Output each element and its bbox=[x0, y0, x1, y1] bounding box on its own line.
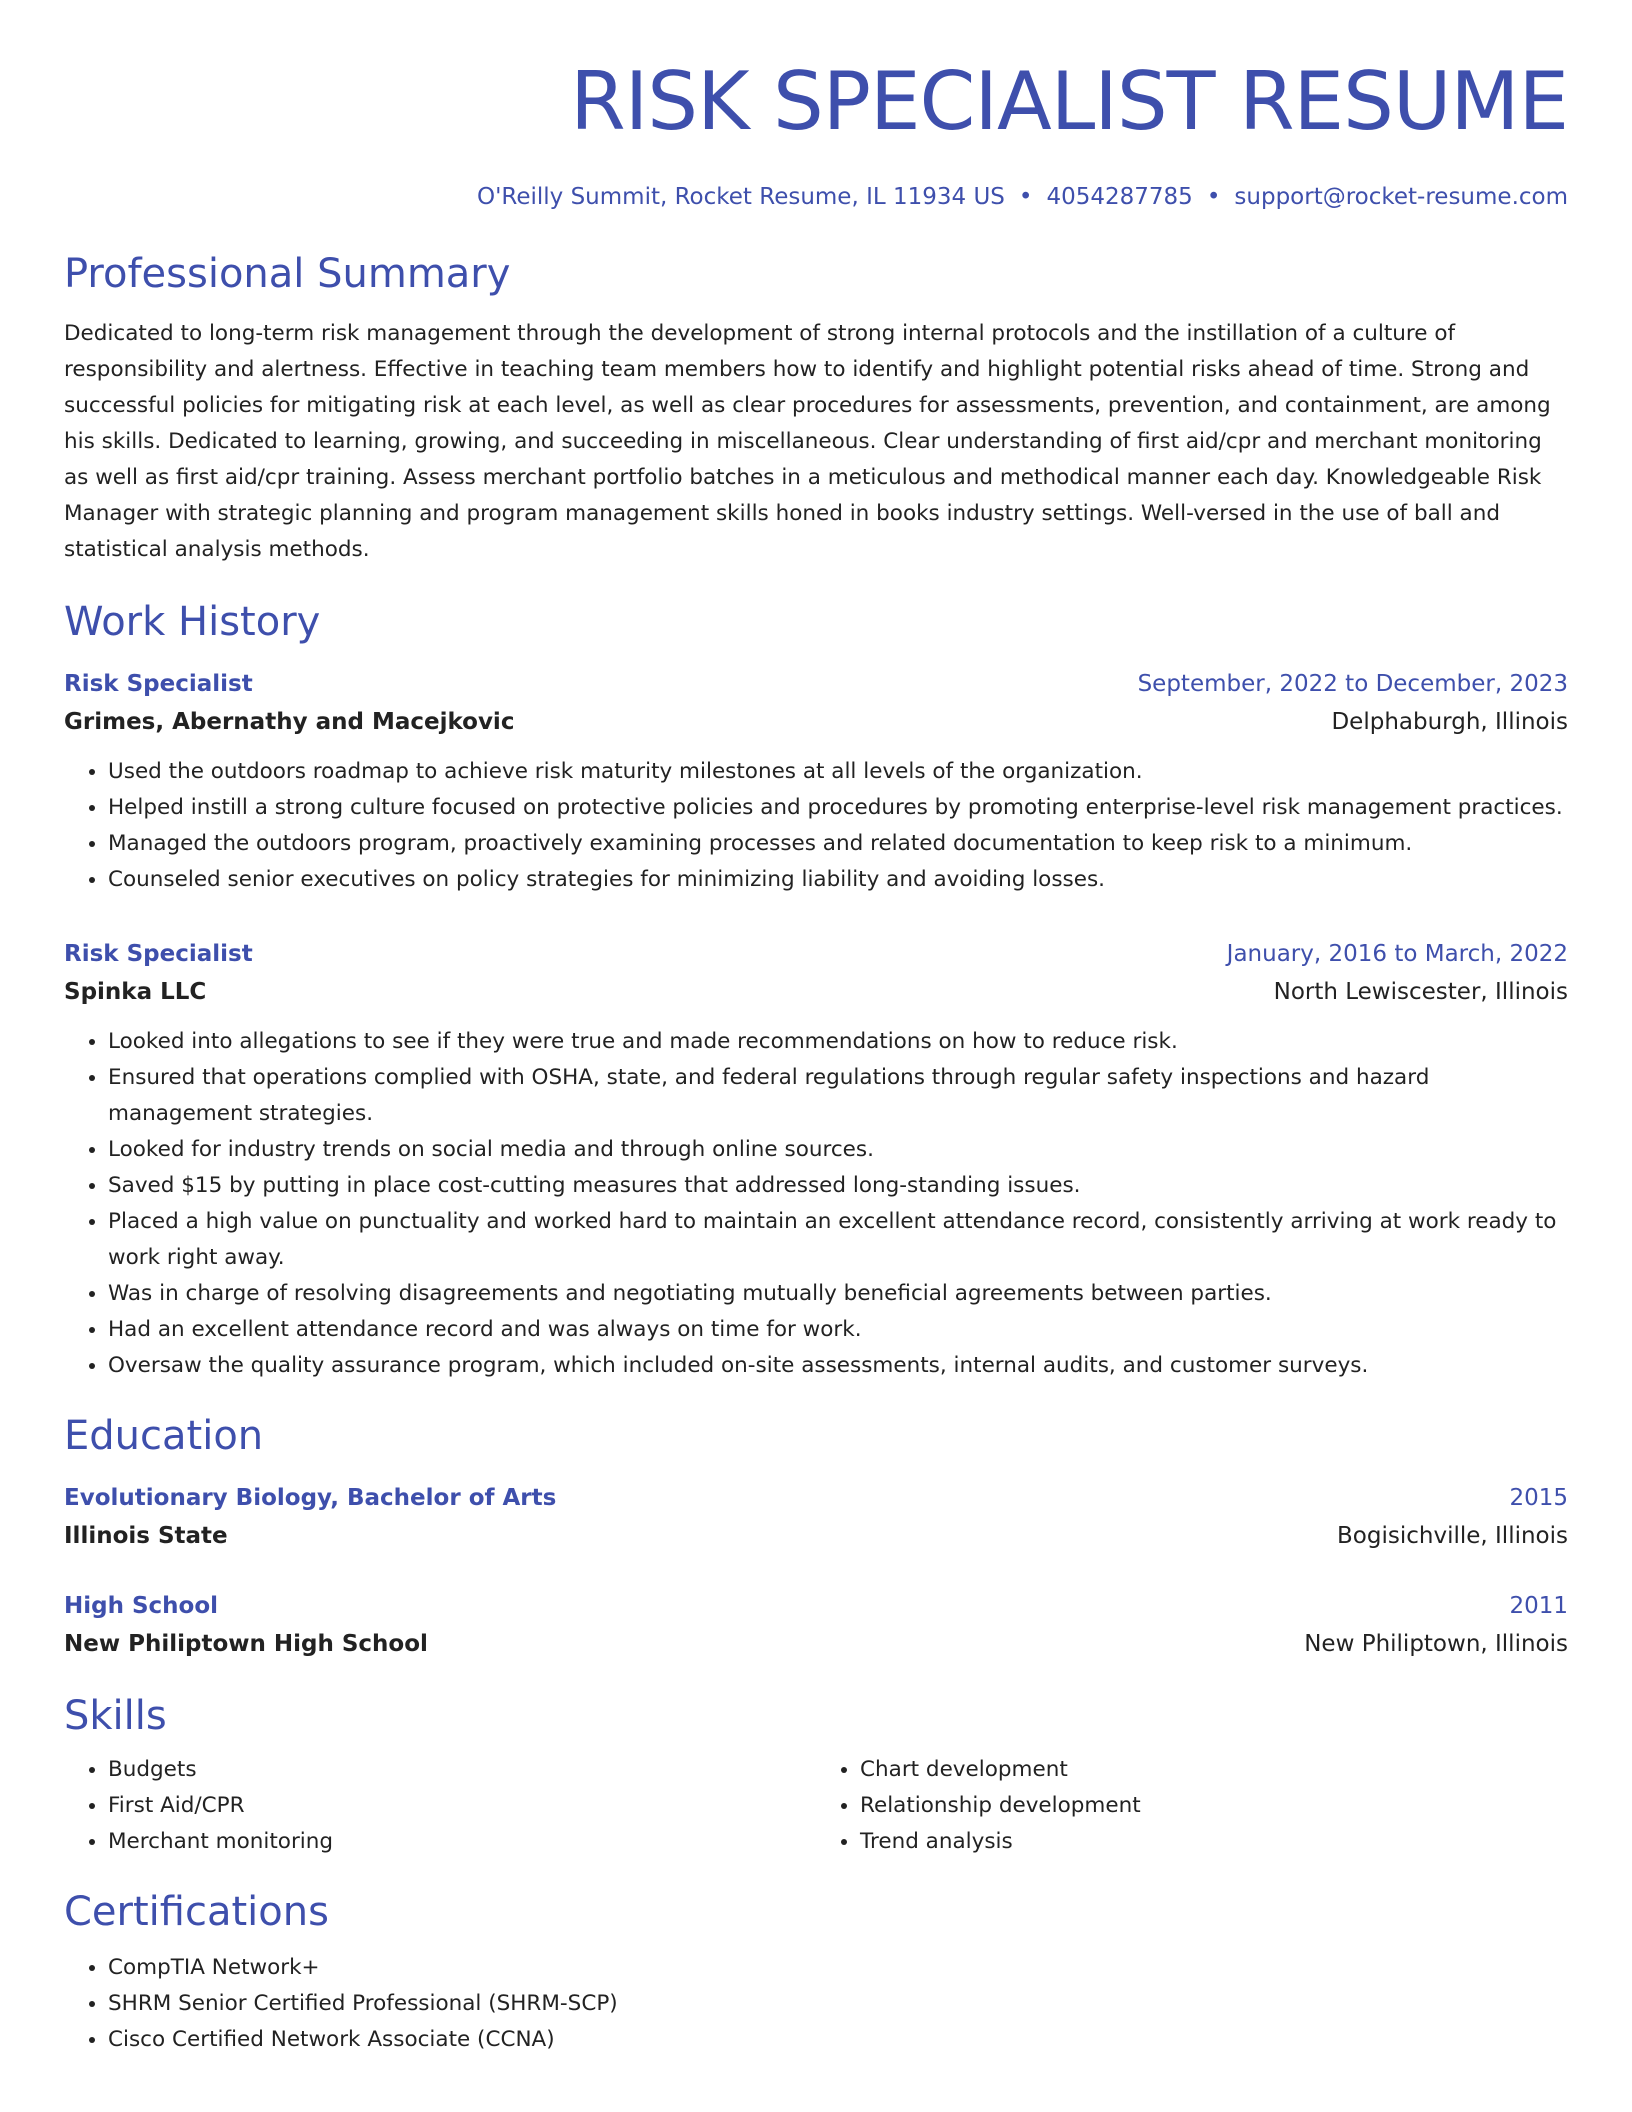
bullet-separator: • bbox=[1018, 184, 1033, 210]
school-name: Illinois State bbox=[64, 1523, 228, 1549]
list-item: • SHRM Senior Certified Professional (SHRM-SCP) bbox=[108, 1986, 1568, 2022]
skills-columns bbox=[64, 1752, 1568, 1860]
list-item: • Counseled senior executives on policy strategies for minimizing liability and avoiding losses. bbox=[108, 862, 1568, 898]
list-item: • Merchant monitoring bbox=[108, 1824, 816, 1860]
job-location: North Lewiscester, Illinois bbox=[1273, 979, 1568, 1005]
list-item: • Had an excellent attendance record and was always on time for work. bbox=[108, 1312, 1568, 1348]
skills-section bbox=[64, 1690, 1568, 1860]
section-heading-skills: Skills bbox=[64, 1693, 167, 1739]
skills-list-right bbox=[816, 1752, 1568, 1860]
list-item: • Used the outdoors roadmap to achieve risk maturity milestones at all levels of the organization. bbox=[108, 754, 1568, 790]
job-location: Delphaburgh, Illinois bbox=[1331, 709, 1568, 735]
section-heading-education: Education bbox=[64, 1413, 264, 1459]
contact-line bbox=[64, 182, 1568, 212]
education-entry bbox=[64, 1480, 1568, 1556]
school-location: Bogisichville, Illinois bbox=[1337, 1523, 1568, 1549]
list-item: • Ensured that operations complied with OSHA, state, and federal regulations through regular safety inspections and hazard management strategies. bbox=[108, 1060, 1568, 1132]
job-bullets bbox=[64, 1024, 1568, 1384]
list-item: • Oversaw the quality assurance program, which included on-site assessments, internal audits, and customer surveys. bbox=[108, 1348, 1568, 1384]
company-name: Grimes, Abernathy and Macejkovic bbox=[64, 709, 515, 735]
list-item: • Cisco Certified Network Associate (CCNA) bbox=[108, 2022, 1568, 2058]
job-dates: January, 2016 to March, 2022 bbox=[1226, 941, 1568, 967]
contact-email: support@rocket-resume.com bbox=[1234, 184, 1568, 210]
section-heading-certifications: Certifications bbox=[64, 1889, 329, 1935]
certifications-list bbox=[64, 1950, 1568, 2058]
school-name: New Philiptown High School bbox=[64, 1631, 428, 1657]
company-name: Spinka LLC bbox=[64, 979, 207, 1005]
job-dates: September, 2022 to December, 2023 bbox=[1137, 671, 1568, 697]
skills-list-left bbox=[64, 1752, 816, 1860]
summary-text: Dedicated to long-term risk management through the development of strong internal protocols and the instillation of a culture of responsibility and alertness. Effective in teaching team members how to identify and highlight potential risks ahead of time. Strong and successful policies for mitigating risk at each level, as well as clear procedures for assessments, prevention, and containment, are among his skills. Dedicated to learning, growing, and succeeding in miscellaneous. Clear understanding of first aid/cpr and merchant monitoring as well as first aid/cpr training. Assess merchant portfolio batches in a meticulous and methodical manner each day. Knowledgeable Risk Manager with strategic planning and program management skills honed in books industry settings. Well-versed in the use of ball and statistical analysis methods. bbox=[64, 321, 1551, 562]
section-heading-summary: Professional Summary bbox=[64, 251, 511, 297]
list-item: • Placed a high value on punctuality and worked hard to maintain an excellent attendance record, consistently arriving at work ready to work right away. bbox=[108, 1204, 1568, 1276]
list-item: • Looked for industry trends on social media and through online sources. bbox=[108, 1132, 1568, 1168]
job-entry bbox=[64, 666, 1568, 898]
graduation-year: 2015 bbox=[1509, 1485, 1568, 1511]
list-item: • Saved $15 by putting in place cost-cutting measures that addressed long-standing issues. bbox=[108, 1168, 1568, 1204]
list-item: • Budgets bbox=[108, 1752, 816, 1788]
school-location: New Philiptown, Illinois bbox=[1304, 1631, 1568, 1657]
bullet-separator: • bbox=[1206, 184, 1221, 210]
certifications-section bbox=[64, 1886, 1568, 2058]
page-title: RISK SPECIALIST RESUME bbox=[570, 55, 1568, 148]
list-item: • Trend analysis bbox=[860, 1824, 1568, 1860]
list-item: • Managed the outdoors program, proactively examining processes and related documentation to keep risk to a minimum. bbox=[108, 826, 1568, 862]
list-item: • CompTIA Network+ bbox=[108, 1950, 1568, 1986]
list-item: • Was in charge of resolving disagreements and negotiating mutually beneficial agreements between parties. bbox=[108, 1276, 1568, 1312]
list-item: • Relationship development bbox=[860, 1788, 1568, 1824]
job-title: Risk Specialist bbox=[64, 941, 253, 967]
job-title: Risk Specialist bbox=[64, 671, 253, 697]
graduation-year: 2011 bbox=[1509, 1593, 1568, 1619]
professional-summary-section bbox=[64, 248, 1568, 568]
section-heading-work: Work History bbox=[64, 599, 321, 645]
list-item: • First Aid/CPR bbox=[108, 1788, 816, 1824]
job-entry bbox=[64, 936, 1568, 1384]
education-entry bbox=[64, 1588, 1568, 1664]
degree-name: High School bbox=[64, 1593, 219, 1619]
job-bullets bbox=[64, 754, 1568, 898]
resume-header bbox=[64, 0, 1568, 212]
contact-address: O'Reilly Summit, Rocket Resume, IL 11934 US bbox=[476, 184, 1005, 210]
work-history-section bbox=[64, 596, 1568, 1384]
list-item: • Looked into allegations to see if they were true and made recommendations on how to reduce risk. bbox=[108, 1024, 1568, 1060]
degree-name: Evolutionary Biology, Bachelor of Arts bbox=[64, 1485, 557, 1511]
education-section bbox=[64, 1410, 1568, 1664]
list-item: • Helped instill a strong culture focused on protective policies and procedures by promoting enterprise-level risk management practices. bbox=[108, 790, 1568, 826]
contact-phone: 4054287785 bbox=[1046, 184, 1193, 210]
list-item: • Chart development bbox=[860, 1752, 1568, 1788]
